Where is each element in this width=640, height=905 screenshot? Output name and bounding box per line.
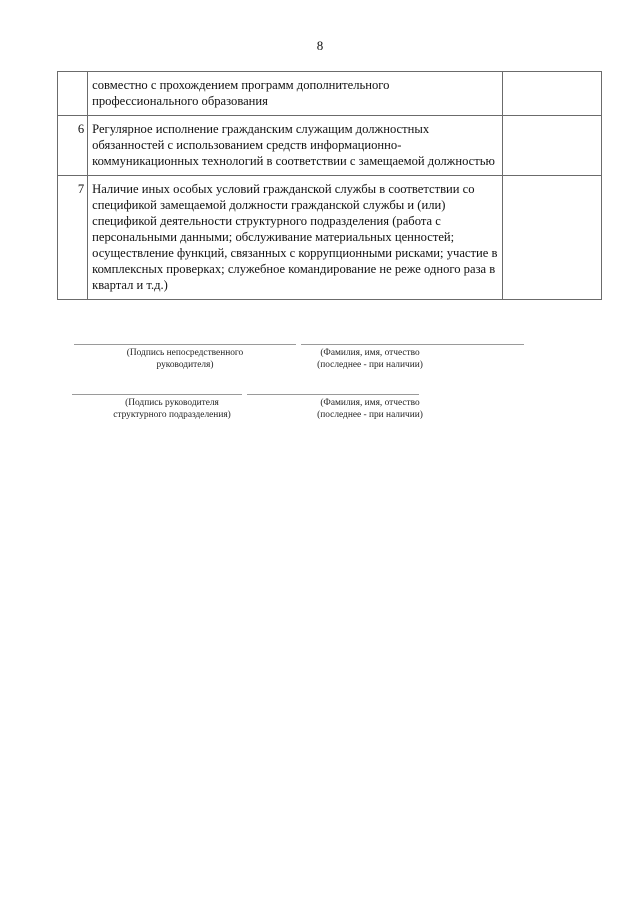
- row-mark-cell: [502, 116, 601, 176]
- row-text: Наличие иных особых условий гражданской службы в соответствии со спецификой замещаемой должности гражданской службы и (или) спецификой деятельности структурного подразделения (работа с персональными данными; обслуживание материальных ценностей; осуществление функций, связанных с коррупционными рисками; участие в комплексных проверках; служебное командирование не реже одного раза в квартал и т.д.): [88, 176, 503, 300]
- name-line-direct-manager: [301, 344, 524, 345]
- row-mark-cell: [502, 176, 601, 300]
- signature-line-department-head: [72, 394, 242, 395]
- table-row: [58, 176, 602, 300]
- row-number: [58, 72, 88, 116]
- row-text: совместно с прохождением программ дополнительного профессионального образования: [88, 72, 503, 116]
- name-caption-department-head: (Фамилия, имя, отчество (последнее - при наличии): [317, 398, 423, 420]
- name-caption-direct-manager: (Фамилия, имя, отчество (последнее - при наличии): [317, 348, 423, 370]
- row-text: Регулярное исполнение гражданским служащим должностных обязанностей с использованием средств информационно-коммуникационных технологий в соответствии с замещаемой должностью: [88, 116, 503, 176]
- signature-line-direct-manager: [74, 344, 296, 345]
- table-row: [58, 116, 602, 176]
- signature-caption-direct-manager: (Подпись непосредственного руководителя): [126, 348, 244, 370]
- page-number: 8: [316, 38, 324, 53]
- row-number: 6: [58, 116, 88, 176]
- row-mark-cell: [502, 72, 601, 116]
- name-line-department-head: [247, 394, 419, 395]
- row-number: 7: [58, 176, 88, 300]
- table-row: [58, 72, 602, 116]
- conditions-table: [57, 71, 602, 300]
- signature-caption-department-head: (Подпись руководителя структурного подразделения): [113, 398, 231, 420]
